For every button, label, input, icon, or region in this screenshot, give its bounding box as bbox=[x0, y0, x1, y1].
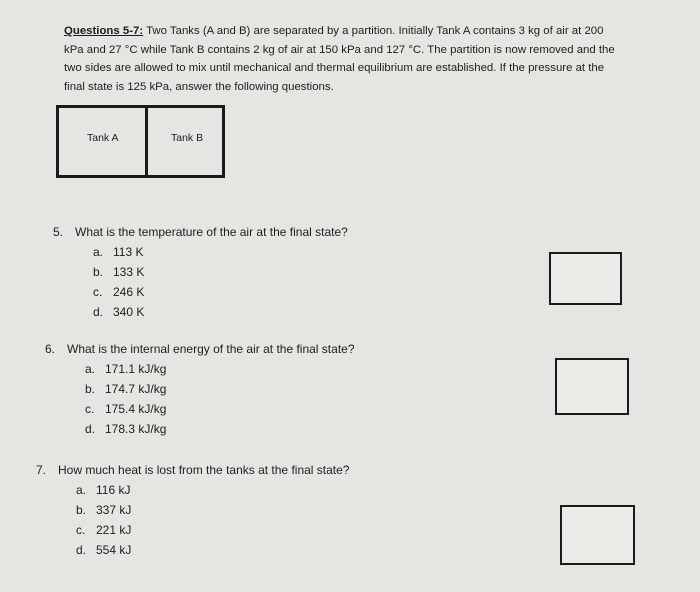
options-list bbox=[93, 242, 348, 322]
question-text bbox=[36, 463, 349, 477]
option-b bbox=[76, 500, 349, 520]
option-letter: c. bbox=[85, 402, 95, 416]
option-text: 221 kJ bbox=[96, 523, 132, 537]
option-b bbox=[93, 262, 348, 282]
option-a bbox=[93, 242, 348, 262]
option-letter: d. bbox=[76, 543, 87, 557]
tank-b-label: Tank B bbox=[171, 132, 204, 144]
option-text: 337 kJ bbox=[96, 503, 132, 517]
problem-text: Two Tanks (A and B) are separated by a partition. Initially Tank A contains 3 kg of air at 200 kPa and 27 °C while Tank B contains 2 kg of air at 150 kPa and 127 °C. The partition is now removed and the two sides are allowed to mix until mechanical and thermal equilibrium are established. If the pressure at the final state is 125 kPa, answer the following questions. bbox=[64, 25, 615, 93]
tank-a-label: Tank A bbox=[87, 132, 119, 144]
option-text: 340 K bbox=[113, 305, 145, 319]
option-text: 133 K bbox=[113, 265, 145, 279]
question-text bbox=[45, 342, 355, 356]
option-text: 116 kJ bbox=[96, 483, 131, 497]
option-c bbox=[93, 282, 348, 302]
option-d bbox=[93, 302, 348, 322]
option-d bbox=[76, 540, 349, 560]
option-text: 554 kJ bbox=[96, 543, 132, 557]
option-text: 174.7 kJ/kg bbox=[105, 382, 167, 396]
option-d bbox=[85, 419, 355, 439]
option-b bbox=[85, 379, 355, 399]
option-text: 246 K bbox=[113, 285, 145, 299]
option-letter: d. bbox=[93, 305, 104, 319]
question-prompt: What is the internal energy of the air at the final state? bbox=[67, 342, 355, 356]
question-number: 6. bbox=[45, 342, 56, 356]
option-letter: a. bbox=[93, 245, 104, 259]
answer-box-q5[interactable] bbox=[549, 252, 622, 305]
option-c bbox=[85, 399, 355, 419]
option-text: 175.4 kJ/kg bbox=[105, 402, 167, 416]
answer-box-q6[interactable] bbox=[555, 358, 629, 415]
options-list bbox=[76, 480, 349, 560]
options-list bbox=[85, 359, 355, 439]
option-text: 113 K bbox=[113, 245, 144, 259]
question-number: 5. bbox=[53, 225, 64, 239]
option-letter: c. bbox=[93, 285, 103, 299]
option-letter: d. bbox=[85, 422, 96, 436]
question-number: 7. bbox=[36, 463, 47, 477]
question-6 bbox=[45, 342, 355, 439]
tank-diagram bbox=[56, 105, 225, 178]
question-5 bbox=[53, 225, 348, 322]
tank-partition bbox=[145, 108, 148, 175]
question-prompt: How much heat is lost from the tanks at the final state? bbox=[58, 463, 350, 477]
problem-lead: Questions 5-7: bbox=[64, 25, 144, 37]
option-letter: b. bbox=[85, 382, 96, 396]
option-letter: b. bbox=[76, 503, 87, 517]
option-letter: c. bbox=[76, 523, 86, 537]
option-text: 171.1 kJ/kg bbox=[105, 362, 167, 376]
question-prompt: What is the temperature of the air at the final state? bbox=[75, 225, 348, 239]
option-letter: a. bbox=[85, 362, 96, 376]
question-text bbox=[53, 225, 348, 239]
problem-statement bbox=[64, 22, 624, 96]
option-c bbox=[76, 520, 349, 540]
question-7 bbox=[36, 463, 349, 560]
option-letter: b. bbox=[93, 265, 104, 279]
option-a bbox=[76, 480, 349, 500]
answer-box-q7[interactable] bbox=[560, 505, 635, 565]
option-text: 178.3 kJ/kg bbox=[105, 422, 167, 436]
option-a bbox=[85, 359, 355, 379]
option-letter: a. bbox=[76, 483, 87, 497]
